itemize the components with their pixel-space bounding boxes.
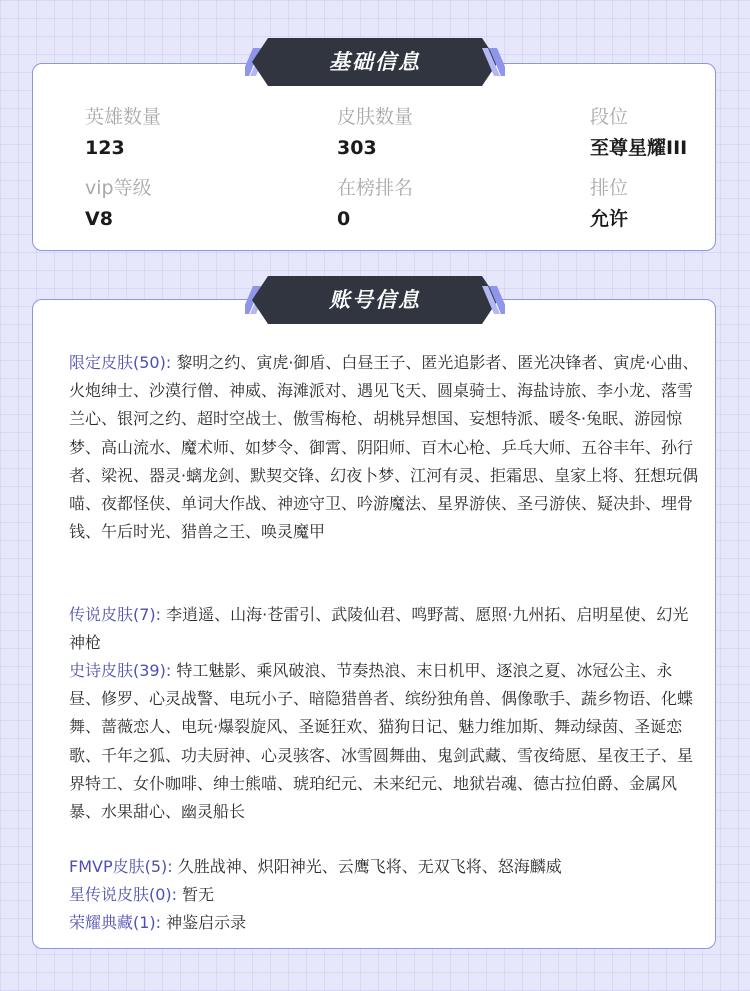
fmvp-skins-list: 久胜战神、炽阳神光、云鹰飞将、无双飞将、怒海麟威 xyxy=(177,857,562,876)
leaderboard-rank-label: 在榜排名 xyxy=(337,177,414,199)
rank-tier-value: 至尊星耀III xyxy=(590,137,688,159)
leaderboard-rank-value: 0 xyxy=(337,208,351,230)
limited-skins-list: 黎明之约、寅虎·御盾、白昼王子、匿光追影者、匿光决锋者、寅虎·心曲、火炮绅士、沙漠行僧、神威、海滩派对、遇见飞天、圆桌骑士、海盐诗旅、李小龙、落雪兰心、银河之约、超时空战士、傲雪梅枪、胡桃异想国、妄想特派、暖冬·兔眠、游园惊梦、高山流水、魔术师、如梦令、御霄、阴阳师、百木心枪、乒乓大师、五谷丰年、孙行者、梁祝、器灵·螭龙剑、默契交锋、幻夜卜梦、江河有灵、拒霜思、皇家上将、狂想玩偶喵、夜都怪侠、单词大作战、神迹守卫、吟游魔法、星界游侠、圣弓游侠、疑决卦、埋骨钱、午后时光、猎兽之王、唤灵魔甲 xyxy=(69,353,699,542)
ranked-mode-field xyxy=(590,175,750,232)
skin-count-value: 303 xyxy=(337,137,377,159)
legendary-skins-list: 李逍遥、山海·苍雷引、武陵仙君、鸣野蒿、愿照·九州拓、启明星使、幻光神枪 xyxy=(69,605,689,653)
ranked-mode-label: 排位 xyxy=(590,177,629,199)
account-info-banner xyxy=(245,276,505,324)
vip-level-field xyxy=(85,175,295,232)
limited-skins-label: 限定皮肤(50): xyxy=(69,353,172,372)
fmvp-skins-label: FMVP皮肤(5): xyxy=(69,857,173,876)
glory-collection-list: 神鉴启示录 xyxy=(166,913,247,932)
skin-count-field xyxy=(337,104,547,161)
account-info-title: 账号信息 xyxy=(329,288,421,312)
legendary-skins-label: 传说皮肤(7): xyxy=(69,605,162,624)
limited-skins-section xyxy=(69,349,699,546)
leaderboard-rank-field xyxy=(337,175,547,232)
rank-tier-label: 段位 xyxy=(590,106,629,128)
epic-skins-list: 特工魅影、乘风破浪、节奏热浪、末日机甲、逐浪之夏、冰冠公主、永昼、修罗、心灵战警、电玩小子、暗隐猎兽者、缤纷独角兽、偶像歌手、蔬乡物语、化蝶舞、蔷薇恋人、电玩·爆裂旋风、圣诞狂欢、猫狗日记、魅力维加斯、舞动绿茵、圣诞恋歌、千年之狐、功夫厨神、心灵骇客、冰雪圆舞曲、鬼剑武藏、雪夜绮愿、星夜王子、星界特工、女仆咖啡、绅士熊喵、琥珀纪元、未来纪元、地狱岩魂、德古拉伯爵、金属风暴、水果甜心、幽灵船长 xyxy=(69,661,694,822)
star-legend-skins-section xyxy=(69,881,699,909)
basic-info-card xyxy=(32,63,716,251)
hero-count-value: 123 xyxy=(85,137,125,159)
basic-info-banner xyxy=(245,38,505,86)
glory-collection-label: 荣耀典藏(1): xyxy=(69,913,162,932)
skin-count-label: 皮肤数量 xyxy=(337,106,414,128)
rank-tier-field xyxy=(590,104,750,161)
fmvp-skins-section xyxy=(69,853,699,881)
account-info-card xyxy=(32,299,716,949)
basic-info-title: 基础信息 xyxy=(329,50,421,74)
ranked-mode-value: 允许 xyxy=(590,208,629,230)
hero-count-field xyxy=(85,104,295,161)
epic-skins-label: 史诗皮肤(39): xyxy=(69,661,172,680)
legendary-skins-section xyxy=(69,601,699,657)
vip-level-label: vip等级 xyxy=(85,177,152,199)
epic-skins-section xyxy=(69,657,699,826)
star-legend-skins-list: 暂无 xyxy=(182,885,215,904)
star-legend-skins-label: 星传说皮肤(0): xyxy=(69,885,178,904)
glory-collection-section xyxy=(69,909,699,937)
vip-level-value: V8 xyxy=(85,208,113,230)
hero-count-label: 英雄数量 xyxy=(85,106,162,128)
